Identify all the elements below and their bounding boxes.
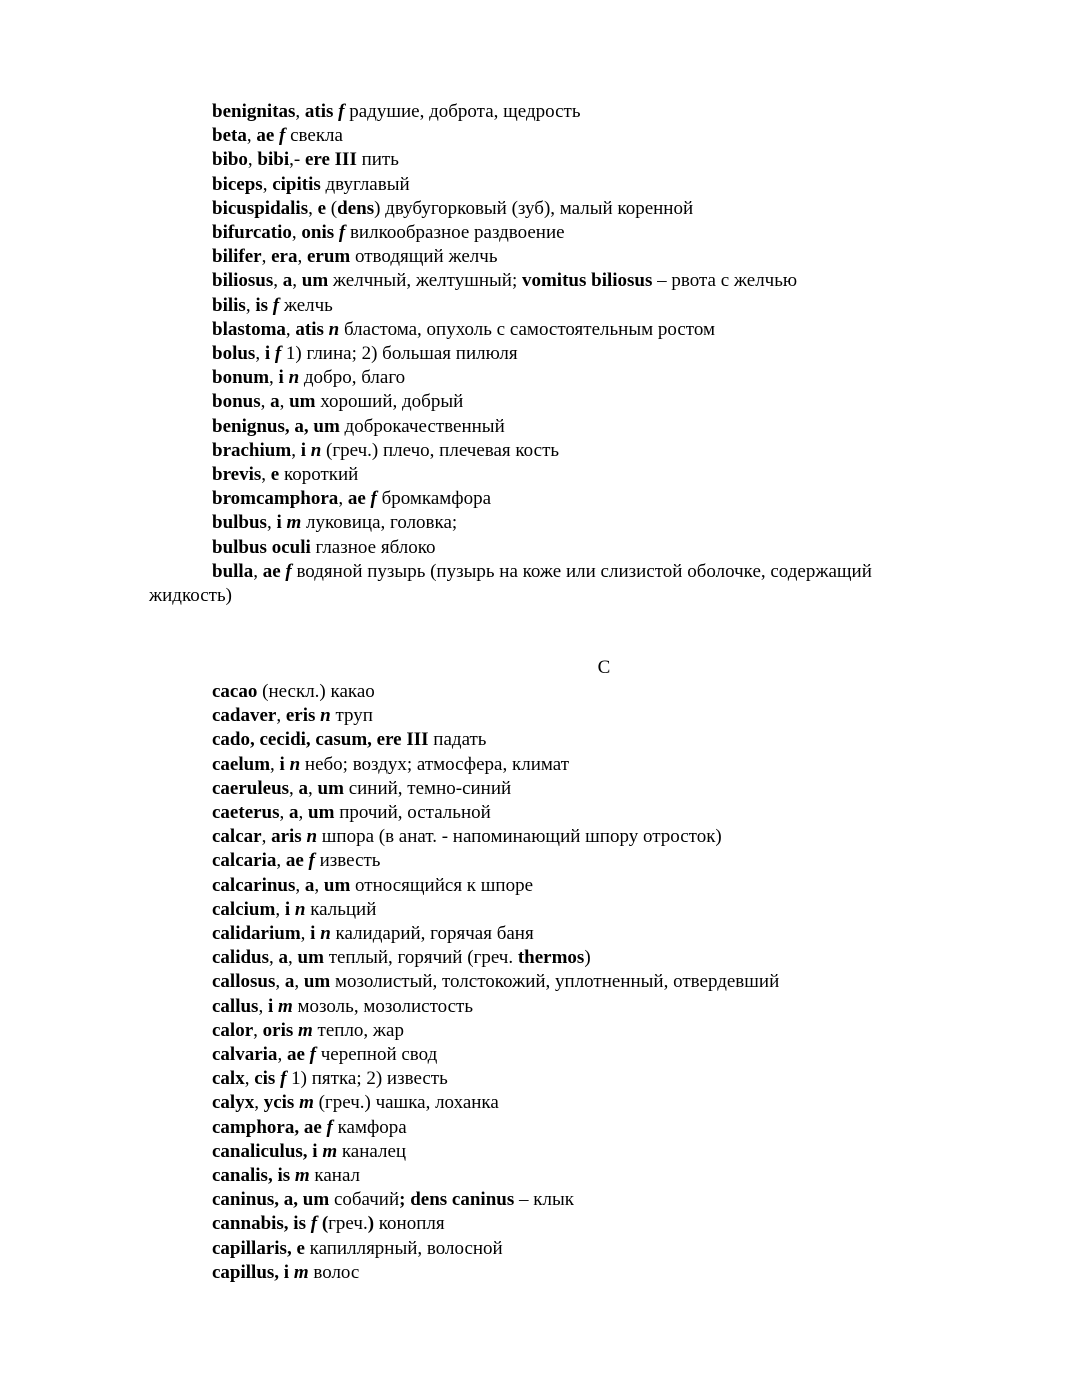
entry-text: – клык (514, 1189, 574, 1211)
entry-text: ) двубугорковый (зуб), малый коренной (374, 197, 694, 219)
entry-term: calcar (212, 826, 262, 848)
entry-text: ,- (289, 149, 305, 171)
entry-term: f (338, 101, 345, 122)
entry-term: biceps (212, 173, 263, 195)
entry-text: , (314, 874, 324, 896)
entry-text: кальций (305, 898, 377, 920)
entry-text: каналец (337, 1140, 407, 1162)
entry-term: f (279, 125, 286, 147)
entry-term: bulbus oculi (212, 536, 311, 558)
entry-text: , (279, 391, 290, 413)
entry-term: m (277, 995, 293, 1017)
entry-term: onis (301, 222, 335, 244)
entry-term: f (308, 850, 315, 872)
entry-term: e (270, 464, 280, 486)
entry-term: ae (285, 850, 304, 872)
entry-term: benignitas (212, 101, 296, 122)
entry-term: i (267, 995, 274, 1017)
entry-term: beta (212, 125, 247, 147)
entry-text: добро, благо (299, 367, 406, 389)
entry-term: atis (304, 101, 334, 122)
entry-text: , (247, 149, 258, 171)
entry-term: bromcamphora (212, 488, 339, 510)
entry-text: , (270, 753, 280, 775)
entry-text: ) (584, 947, 591, 969)
entry-term: calx (212, 1068, 245, 1090)
entry-text: собачий (329, 1189, 400, 1211)
entry-term: cadaver (212, 705, 277, 727)
entry-text: , (253, 1019, 263, 1041)
entry-text: бромкамфора (376, 488, 492, 510)
entry-term: atis (295, 318, 324, 340)
dictionary-entry-bulla (0, 560, 1071, 608)
entry-term: i (278, 367, 284, 389)
entry-text: , (295, 874, 305, 896)
entry-term: bulbus (212, 512, 267, 534)
dictionary-entry (0, 704, 1071, 728)
entry-term: bulla (212, 560, 254, 582)
entry-term: f (309, 1044, 316, 1066)
entry-term: um (303, 971, 331, 993)
entry-text: двуглавый (320, 173, 410, 195)
entry-term: ae (286, 1044, 305, 1066)
entry-text: короткий (279, 464, 359, 486)
entry-text: труп (330, 705, 373, 727)
entry-term: n (320, 923, 331, 945)
entry-term: f (274, 343, 282, 365)
dictionary-entry (0, 148, 1071, 172)
entry-text: падать (428, 729, 487, 751)
entry-text: ( (326, 197, 338, 219)
dictionary-entry (0, 874, 1071, 898)
entry-text: , (297, 246, 307, 268)
entry-text: калидарий, горячая баня (330, 923, 534, 945)
entry-term: i (300, 439, 306, 461)
entry-text: небо; воздух; атмосфера, климат (300, 753, 570, 775)
entry-text: , (308, 777, 318, 799)
section-c-entries (0, 680, 1071, 1285)
entry-text: , (275, 971, 285, 993)
dictionary-entry (0, 777, 1071, 801)
entry-text: , (276, 850, 286, 872)
bulla-entry-head (212, 561, 872, 582)
dictionary-entry (0, 1116, 1071, 1140)
entry-term: calidus (212, 947, 270, 969)
entry-term: a (270, 391, 280, 413)
bulla-entry-continuation: жидкость) (149, 585, 232, 606)
entry-term: m (299, 1092, 314, 1114)
entry-term: bilis (212, 294, 246, 316)
section-c-heading: C (597, 657, 611, 678)
entry-term: biliosus (212, 270, 274, 292)
entry-text: , (300, 923, 311, 945)
entry-text: глазное яблоко (310, 536, 436, 558)
entry-term: a (284, 971, 295, 993)
section-b-entries (0, 100, 1071, 560)
entry-term: caelum (212, 753, 271, 775)
entry-text: синий, темно-синий (343, 777, 512, 799)
entry-term: calcium (212, 898, 276, 920)
entry-term: benignus, a, um (212, 415, 340, 437)
entry-term: f (370, 488, 377, 510)
entry-term: f (280, 1068, 287, 1090)
entry-text: тепло, жар (312, 1019, 404, 1041)
entry-term: brevis (212, 464, 262, 486)
entry-term: callus (212, 995, 259, 1017)
entry-term: bonum (212, 367, 270, 389)
entry-text: , (258, 995, 268, 1017)
entry-term: calyx (212, 1092, 255, 1114)
entry-term: um (317, 777, 344, 799)
entry-term: calidarium (212, 923, 301, 945)
dictionary-entry (0, 487, 1071, 511)
entry-term: canaliculus, i (212, 1140, 318, 1162)
entry-text: , (245, 294, 256, 316)
dictionary-entry (0, 753, 1071, 777)
entry-term: f (285, 560, 292, 582)
entry-term: ) (367, 1213, 375, 1235)
entry-term: ; dens caninus (399, 1189, 515, 1211)
dictionary-entry (0, 245, 1071, 269)
entry-term: n (294, 898, 306, 920)
dictionary-entry (0, 995, 1071, 1019)
dictionary-entry (0, 1212, 1071, 1236)
entry-term: bibo (212, 149, 248, 171)
dictionary-entry (0, 801, 1071, 825)
entry-term: n (288, 367, 300, 389)
dictionary-entry (0, 294, 1071, 318)
entry-term: a (298, 777, 309, 799)
entry-term: camphora, ae (212, 1116, 322, 1138)
entry-text: , (295, 101, 305, 122)
dictionary-entry (0, 1237, 1071, 1261)
entry-text: 1) пятка; 2) известь (286, 1068, 448, 1090)
entry-term: m (322, 1140, 338, 1162)
entry-text: отводящий желчь (350, 246, 498, 268)
entry-text: – рвота с желчью (652, 270, 798, 292)
entry-term: blastoma (212, 318, 286, 340)
entry-term: um (289, 391, 316, 413)
entry-term: oris (262, 1019, 294, 1041)
dictionary-entry (0, 728, 1071, 752)
dictionary-entry (0, 439, 1071, 463)
entry-text: , (261, 826, 272, 848)
entry-term: aris (271, 826, 302, 848)
entry-text: (греч.) плечо, плечевая кость (321, 439, 560, 461)
entry-term: caeruleus (212, 777, 290, 799)
entry-term: ycis (263, 1092, 295, 1114)
entry-term: bolus (212, 343, 256, 365)
entry-term: era (271, 246, 298, 268)
entry-text: , (276, 705, 286, 727)
entry-text: водяной пузырь (пузырь на коже или слизистой оболочке, содержащий (291, 560, 872, 582)
entry-term: capillaris, e (212, 1237, 305, 1259)
entry-term: f (338, 222, 346, 244)
dictionary-entry (0, 415, 1071, 439)
entry-text: , (262, 173, 273, 195)
entry-term: calcaria (212, 850, 277, 872)
dictionary-entry (0, 342, 1071, 366)
entry-term: calor (212, 1019, 254, 1041)
dictionary-entry (0, 1261, 1071, 1285)
entry-term: erum (306, 246, 351, 268)
entry-term: dens (337, 197, 375, 219)
entry-term: calcarinus (212, 874, 296, 896)
entry-text: , (269, 947, 279, 969)
entry-term: f (310, 1213, 318, 1235)
entry-text: относящийся к шпоре (350, 874, 534, 896)
entry-term: ere III (304, 149, 357, 171)
entry-text: , (291, 439, 301, 461)
entry-text: , (294, 971, 304, 993)
entry-text: луковица, головка; (301, 512, 458, 534)
entry-term: f (272, 294, 280, 316)
dictionary-entry (0, 197, 1071, 221)
entry-text: , (298, 802, 309, 824)
entry-text: желчь (279, 294, 333, 316)
entry-text: , (254, 1092, 264, 1114)
entry-text: хороший, добрый (315, 391, 464, 413)
entry-term: um (323, 874, 351, 896)
entry-text: радушие, доброта, щедрость (344, 101, 581, 122)
entry-text: 1) глина; 2) большая пилюля (281, 343, 518, 365)
dictionary-entry (0, 1043, 1071, 1067)
entry-term: m (294, 1165, 310, 1187)
entry-text: шпора (в анат. - напоминающий шпору отросток) (317, 826, 722, 848)
entry-term: i (279, 753, 285, 775)
entry-term: um (308, 802, 335, 824)
entry-text: , (285, 318, 296, 340)
entry-text: , (275, 898, 285, 920)
dictionary-entry (0, 1188, 1071, 1212)
entry-term: ae (262, 560, 281, 582)
entry-text: вилкообразное раздвоение (345, 222, 565, 244)
entry-term: ( (321, 1213, 329, 1235)
entry-term: um (297, 947, 324, 969)
entry-term: bibi (257, 149, 290, 171)
dictionary-entry (0, 825, 1071, 849)
entry-term: callosus (212, 971, 276, 993)
entry-term: bonus (212, 391, 261, 413)
bulla-entry-block (0, 560, 1071, 608)
entry-term: cacao (212, 681, 258, 702)
entry-term: um (301, 270, 329, 292)
dictionary-entry (0, 124, 1071, 148)
entry-term: n (310, 439, 322, 461)
entry-text: , (273, 270, 283, 292)
entry-text: , (279, 802, 290, 824)
entry-term: eris (285, 705, 316, 727)
entry-term: m (286, 512, 302, 534)
entry-term: cado, cecidi, casum, ere III (212, 729, 429, 751)
dictionary-entry (0, 536, 1071, 560)
entry-term: n (306, 826, 318, 848)
entry-text: , (244, 1068, 255, 1090)
entry-term: bicuspidalis (212, 197, 309, 219)
dictionary-entry (0, 390, 1071, 414)
entry-term: n (289, 753, 301, 775)
entry-term: cipitis (272, 173, 321, 195)
entry-text: , (289, 777, 299, 799)
entry-term: capillus, i (212, 1261, 290, 1283)
entry-term: n (328, 318, 340, 340)
entry-text: доброкачественный (339, 415, 505, 437)
entry-text: волос (308, 1261, 360, 1283)
dictionary-entry (0, 318, 1071, 342)
entry-text: известь (314, 850, 381, 872)
dictionary-entry (0, 1091, 1071, 1115)
entry-term: cis (254, 1068, 276, 1090)
entry-text: , (260, 391, 271, 413)
entry-term: thermos (517, 947, 585, 969)
entry-term: a (282, 270, 293, 292)
entry-term: n (320, 705, 331, 727)
dictionary-entry (0, 366, 1071, 390)
entry-term: a (278, 947, 289, 969)
entry-text: свекла (285, 125, 343, 147)
dictionary-entry (0, 680, 1071, 704)
entry-term: ae (347, 488, 366, 510)
entry-text: , (308, 197, 318, 219)
entry-text: , (291, 222, 302, 244)
entry-term: caninus, a, um (212, 1189, 330, 1211)
entry-term: i (264, 343, 271, 365)
entry-text: камфора (332, 1116, 407, 1138)
entry-text: теплый, горячий (греч. (323, 947, 518, 969)
entry-text: , (246, 125, 257, 147)
entry-text: , (261, 246, 272, 268)
entry-text: черепной свод (315, 1044, 438, 1066)
dictionary-entry (0, 221, 1071, 245)
entry-text: , (255, 343, 265, 365)
entry-text: греч. (328, 1213, 368, 1235)
entry-text: , (277, 1044, 287, 1066)
entry-term: bifurcatio (212, 222, 292, 244)
entry-term: f (326, 1116, 333, 1138)
entry-term: ae (256, 125, 275, 147)
entry-term: caeterus (212, 802, 280, 824)
dictionary-entry (0, 269, 1071, 293)
entry-term: vomitus biliosus (521, 270, 653, 292)
entry-text: прочий, остальной (334, 802, 491, 824)
dictionary-entry (0, 849, 1071, 873)
dictionary-entry (0, 970, 1071, 994)
entry-text: мозолистый, толстокожий, уплотненный, отвердевший (330, 971, 780, 993)
entry-text: пить (356, 149, 399, 171)
dictionary-entry (0, 1019, 1071, 1043)
entry-term: is (255, 294, 268, 316)
dictionary-entry (0, 463, 1071, 487)
entry-text: , (338, 488, 348, 510)
entry-term: canalis, is (212, 1165, 291, 1187)
entry-text: мозоль, мозолистость (292, 995, 474, 1017)
entry-text: , (261, 464, 271, 486)
dictionary-entry (0, 511, 1071, 535)
dictionary-entry (0, 1164, 1071, 1188)
entry-term: m (298, 1019, 313, 1041)
dictionary-entry (0, 1140, 1071, 1164)
entry-term: cannabis, is (212, 1213, 306, 1235)
entry-text: , (292, 270, 302, 292)
dictionary-entry (0, 100, 1071, 124)
entry-term: brachium (212, 439, 292, 461)
dictionary-entry (0, 946, 1071, 970)
entry-term: i (276, 512, 282, 534)
entry-term: bilifer (212, 246, 262, 268)
entry-term: a (289, 802, 299, 824)
entry-text: бластома, опухоль с самостоятельным ростом (339, 318, 715, 340)
dictionary-entry (0, 173, 1071, 197)
entry-term: m (293, 1261, 309, 1283)
entry-text: (нескл.) какао (257, 681, 375, 702)
dictionary-entry (0, 1067, 1071, 1091)
entry-term: a (304, 874, 315, 896)
entry-text: капиллярный, волосной (304, 1237, 503, 1259)
entry-text: , (253, 560, 263, 582)
entry-text: (греч.) чашка, лоханка (313, 1092, 499, 1114)
entry-term: e (317, 197, 327, 219)
entry-text: желчный, желтушный; (328, 270, 522, 292)
entry-text: канал (309, 1165, 361, 1187)
entry-term: i (310, 923, 316, 945)
dictionary-entry (0, 922, 1071, 946)
entry-text: , (266, 512, 277, 534)
entry-text: конопля (374, 1213, 445, 1235)
entry-term: calvaria (212, 1044, 278, 1066)
entry-term: i (284, 898, 291, 920)
entry-text: , (269, 367, 279, 389)
dictionary-entry (0, 898, 1071, 922)
entry-text: , (288, 947, 298, 969)
